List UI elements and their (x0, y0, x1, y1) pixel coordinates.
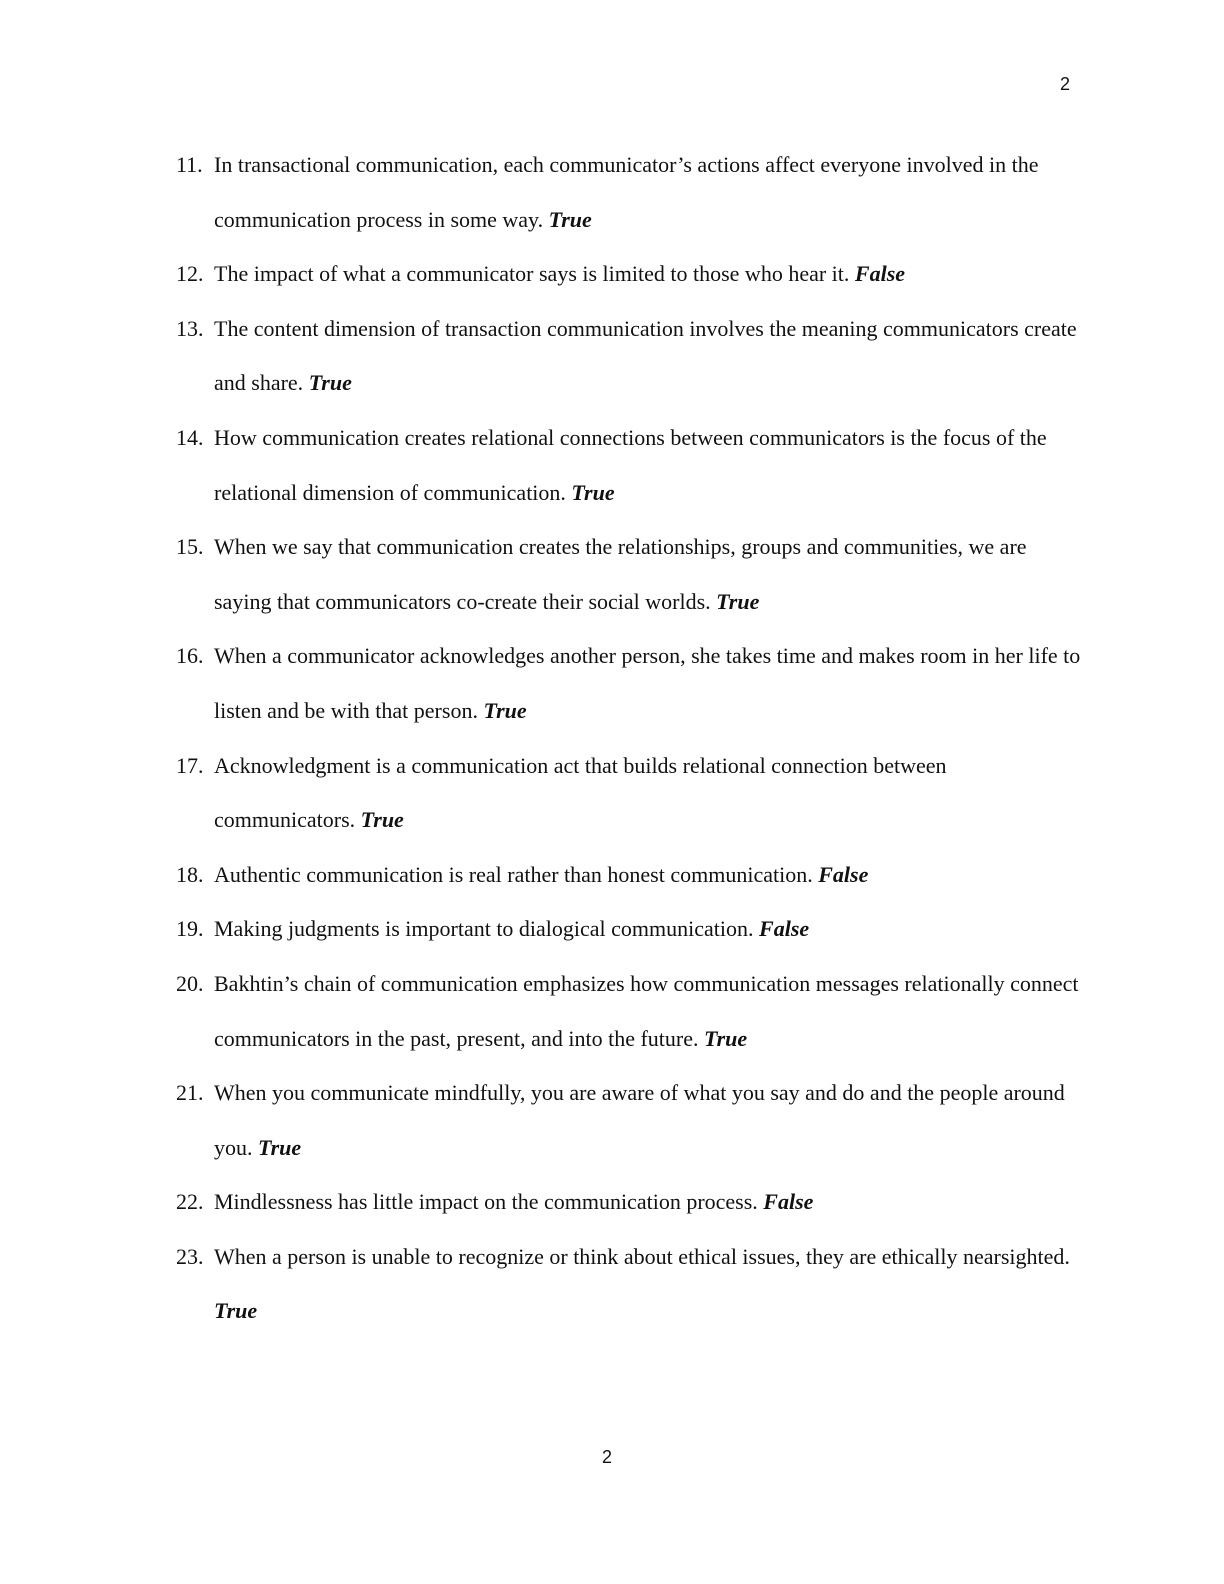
question-item (0, 247, 1084, 302)
question-item (0, 520, 1084, 629)
question-number: 22. (176, 1189, 204, 1215)
question-item (0, 902, 1084, 957)
question-number: 20. (176, 970, 204, 996)
question-answer: True (571, 479, 615, 505)
question-item (0, 411, 1084, 520)
question-item (0, 957, 1084, 1066)
question-item (0, 739, 1084, 848)
question-answer: False (854, 261, 906, 287)
question-number: 21. (176, 1080, 204, 1106)
question-number: 13. (176, 315, 204, 341)
question-answer: False (763, 1189, 814, 1215)
question-text: How communication creates relational connections between communicators is the focus of the relational dimension of communication. (214, 424, 1047, 505)
question-number: 15. (176, 534, 204, 560)
question-answer: False (759, 916, 810, 942)
question-item (0, 1175, 1084, 1230)
question-answer: True (258, 1134, 302, 1160)
question-number: 11. (176, 152, 203, 177)
question-item (0, 1066, 1084, 1175)
question-text: When a communicator acknowledges another person, she takes time and makes room in her life to listen and be with that person. (214, 643, 1081, 723)
question-text: Authentic communication is real rather than honest communication. (214, 861, 813, 887)
question-item (0, 1230, 1084, 1339)
question-answer: True (308, 370, 352, 396)
question-answer: True (548, 206, 592, 232)
question-number: 17. (176, 752, 204, 778)
question-text: When we say that communication creates the relationships, groups and communities, we are saying that communicators co-create their social worlds. (214, 534, 1027, 614)
question-text: When you communicate mindfully, you are aware of what you say and do and the people around you. (214, 1080, 1065, 1160)
question-number: 14. (176, 424, 204, 450)
question-answer: True (716, 588, 760, 614)
question-text: When a person is unable to recognize or think about ethical issues, they are ethically nearsighted. (214, 1243, 1070, 1269)
question-answer: True (214, 1298, 258, 1324)
question-answer: True (703, 1025, 748, 1051)
question-answer: True (483, 697, 527, 723)
question-number: 16. (176, 643, 204, 669)
question-number: 23. (176, 1243, 204, 1269)
question-number: 12. (176, 261, 204, 287)
question-answer: False (818, 861, 869, 887)
question-text: Bakhtin’s chain of communication emphasizes how communication messages relationally connect communicators in the past, present, and into the future. (214, 970, 1079, 1051)
question-answer: True (360, 807, 404, 833)
question-text: The impact of what a communicator says is limited to those who hear it. (214, 261, 850, 287)
question-text: Mindlessness has little impact on the communication process. (214, 1189, 758, 1215)
question-text: The content dimension of transaction communication involves the meaning communicators create and share. (214, 315, 1077, 396)
question-item (0, 302, 1084, 411)
question-item (0, 629, 1084, 738)
footer-page-number: 2 (601, 1447, 612, 1467)
question-item (0, 138, 1084, 247)
question-text: Acknowledgment is a communication act that builds relational connection between communicators. (214, 752, 947, 833)
question-list (0, 138, 1224, 1339)
question-item (0, 848, 1084, 903)
question-number: 19. (176, 916, 204, 942)
question-text: Making judgments is important to dialogical communication. (214, 916, 754, 942)
header-page-number: 2 (1059, 74, 1070, 94)
question-number: 18. (176, 861, 204, 887)
question-text: In transactional communication, each communicator’s actions affect everyone involved in the communication process in some way. (214, 152, 1039, 232)
